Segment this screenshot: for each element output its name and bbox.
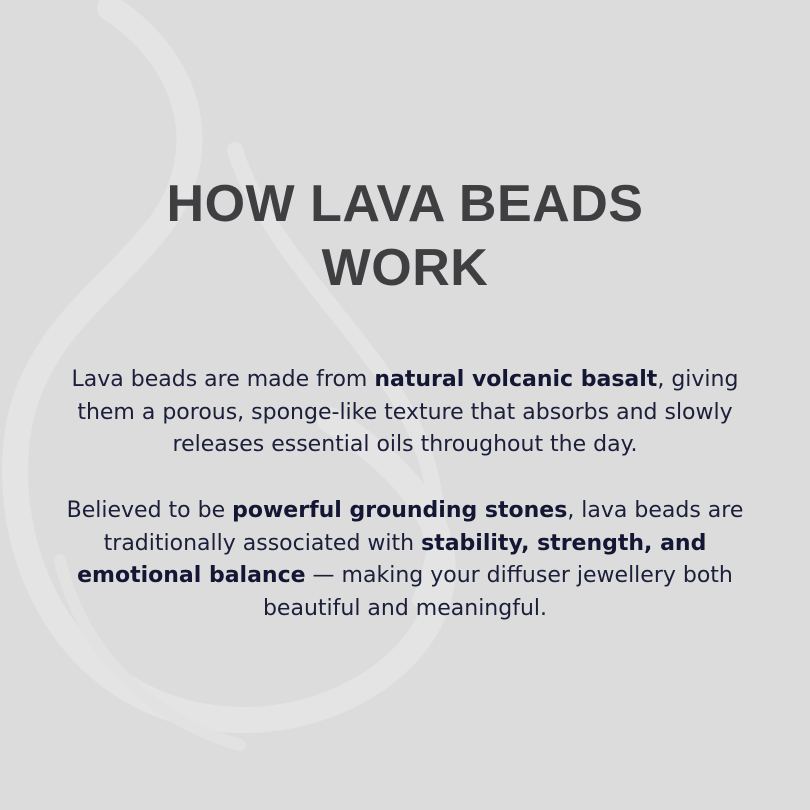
paragraph-text: Lava beads are made from (71, 367, 375, 392)
paragraph-text: , lava beads are traditionally associated with (103, 498, 744, 556)
paragraph-text: Believed to be (66, 498, 233, 523)
paragraph-grounding (40, 495, 770, 625)
paragraph-text: — making your diffuser jewellery both beautiful and meaningful. (262, 563, 733, 621)
highlight-text: powerful grounding stones (232, 498, 568, 523)
paragraph-text: , giving them a porous, sponge-like texture that absorbs and slowly releases essential oils throughout the day. (77, 367, 739, 457)
highlight-text: stability, strength, and emotional balance (77, 530, 707, 588)
paragraph-basalt (40, 364, 770, 462)
highlight-text: natural volcanic basalt (374, 367, 658, 392)
page-title: HOW LAVA BEADS WORK (166, 175, 644, 297)
